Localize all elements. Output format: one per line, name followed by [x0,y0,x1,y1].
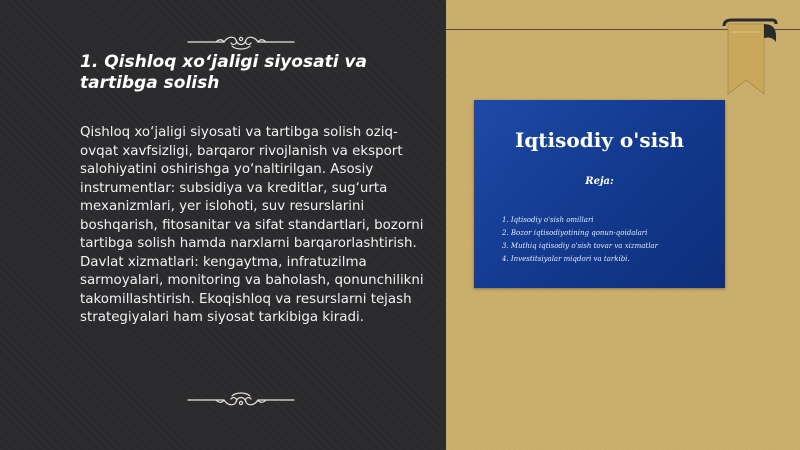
ribbon-bookmark-icon [720,18,780,98]
thumbnail-title: Iqtisodiy o'sish [514,128,685,152]
thumbnail-subtitle: Reja: [585,176,614,187]
list-item: 2. Bozor iqtisodiyotining qonun-qoidalari [502,229,648,237]
slide-body-text: Qishloq xo‘jaligi siyosati va tartibga solish oziq-ovqat xavfsizligi, barqaror rivojlanish va eksport salohiyatini oshirishga yo‘naltirilgan. Asosiy instrumentlar: subsidiya va kreditlar, sug‘urta mexanizmlari, yer islohoti, suv resurslarini boshqarish, fitosanitar va sifat standartlari, bozorni tartibga solish hamda narxlarni barqarorlashtirish. Davlat xizmatlari: kengaytma, infratuzilma sarmoyalari, monitoring va baholash, qonunchilikni takomillashtirish. Ekoqishloq va resurslarni tejash strategiyalari ham siyosat tarkibiga kiradi. [80,125,424,325]
list-item: 4. Investitsiyalar miqdori va tarkibi. [502,255,630,263]
slide-title: 1. Qishloq xo‘jaligi siyosati va tartibga solish [80,52,367,93]
slide-thumbnail[interactable] [474,100,725,288]
flourish-divider-icon [186,32,296,52]
list-item: 3. Muthiq iqtisodiy o'sish tovar va xizmatlar [502,242,658,250]
thumbnail-list [502,214,717,266]
list-item: 1. Iqtisodiy o'sish omillari [502,216,594,224]
flourish-divider-icon [186,390,296,410]
